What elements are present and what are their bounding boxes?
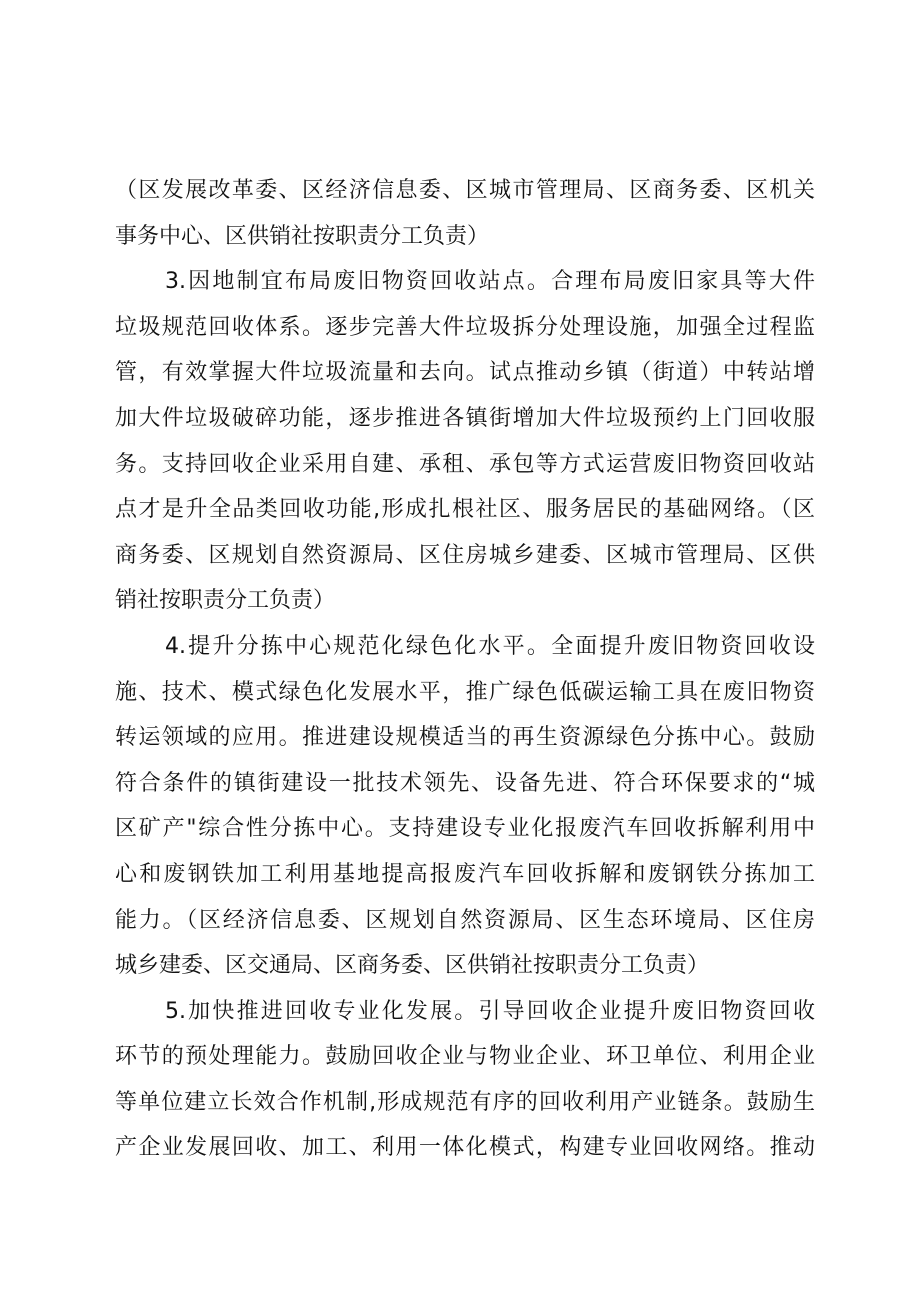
document-body — [115, 168, 815, 1171]
text-line: 4.提升分拣中心规范化绿色化水平。全面提升废旧物资回收设 — [165, 633, 815, 659]
text-line: 转运领域的应用。推进建设规模适当的再生资源绿色分拣中心。鼓励 — [115, 725, 815, 751]
text-line: （区发展改革委、区经济信息委、区城市管理局、区商务委、区机关 — [115, 178, 815, 203]
text-line: 能力。（区经济信息委、区规划自然资源局、区生态环境局、区住房 — [115, 907, 815, 933]
text-line: 环节的预处理能力。鼓励回收企业与物业企业、环卫单位、利用企业 — [115, 1044, 815, 1070]
text-line: 加大件垃圾破碎功能，逐步推进各镇街增加大件垃圾预约上门回收服 — [115, 405, 815, 431]
text-line: 符合条件的镇街建设一批技术领先、设备先进、符合环保要求的“城 — [115, 770, 815, 796]
text-line: 事务中心、区供销社按职责分工负责） — [115, 223, 490, 249]
text-line: 销社按职责分工负责） — [115, 588, 336, 614]
text-line: 区矿产"综合性分拣中心。支持建设专业化报废汽车回收拆解利用中 — [115, 816, 815, 842]
text-line: 垃圾规范回收体系。逐步完善大件垃圾拆分处理设施，加强全过程监 — [115, 314, 815, 340]
text-line: 3.因地制宜布局废旧物资回收站点。合理布局废旧家具等大件 — [165, 269, 815, 295]
text-line: 商务委、区规划自然资源局、区住房城乡建委、区城市管理局、区供 — [115, 542, 815, 568]
text-line: 施、技术、模式绿色化发展水平，推广绿色低碳运输工具在废旧物资 — [115, 679, 815, 705]
text-line: 等单位建立长效合作机制,形成规范有序的回收利用产业链条。鼓励生 — [115, 1089, 815, 1115]
text-line: 心和废钢铁加工利用基地提高报废汽车回收拆解和废钢铁分拣加工 — [115, 861, 815, 887]
text-line: 产企业发展回收、加工、利用一体化模式，构建专业回收网络。推动 — [115, 1135, 815, 1161]
text-line: 务。支持回收企业采用自建、承租、承包等方式运营废旧物资回收站 — [115, 451, 815, 477]
text-line: 管，有效掌握大件垃圾流量和去向。试点推动乡镇（街道）中转站增 — [115, 360, 815, 386]
text-line: 点才是升全品类回收功能,形成扎根社区、服务居民的基础网络。（区 — [115, 497, 815, 523]
text-line: 5.加快推进回收专业化发展。引导回收企业提升废旧物资回收 — [165, 998, 815, 1024]
text-line: 城乡建委、区交通局、区商务委、区供销社按职责分工负责） — [115, 953, 710, 979]
